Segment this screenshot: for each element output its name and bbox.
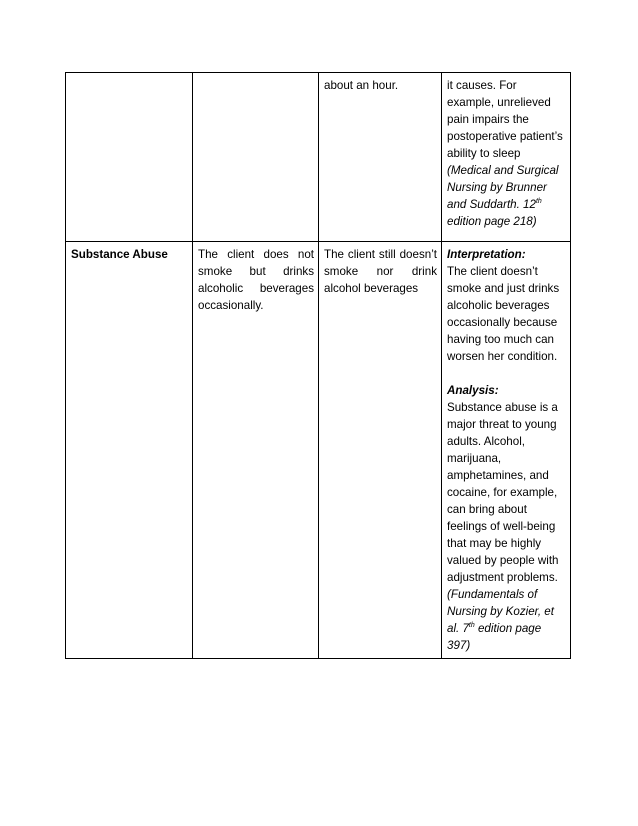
table-cell-category [66,73,193,242]
interpretation-label: Interpretation: [447,248,526,261]
table-row [66,242,571,659]
cell-text: The client does not smoke but drinks alcoholic beverages occasionally. [198,248,314,312]
assessment-table [65,72,571,659]
reference-citation: (Fundamentals of Nursing by Kozier, et al. 7th edition page 397) [447,588,554,652]
category-label: Substance Abuse [71,248,168,261]
table-cell-rationale [442,242,571,659]
table-cell-baseline [193,73,319,242]
interpretation-text: The client doesn’t smoke and just drinks alcoholic beverages occasionally because having too much can worsen her condition. [447,265,560,363]
table-cell-rationale [442,73,571,242]
cell-text: The client still doesn’t smoke nor drink alcohol beverages [324,248,437,295]
cell-text: about an hour. [324,79,399,92]
table-cell-current [319,73,442,242]
table-cell-current [319,242,442,659]
reference-citation: (Medical and Surgical Nursing by Brunner and Suddarth. 12th edition page 218) [447,164,559,228]
cell-text: it causes. For example, unrelieved pain impairs the postoperative patient’s ability to sleep [447,79,563,160]
analysis-label: Analysis: [447,384,499,397]
table-cell-category [66,242,193,659]
analysis-text: Substance abuse is a major threat to young adults. Alcohol, marijuana, amphetamines, and cocaine, for example, can bring about feelings of well-being that may be highly valued by people with adjustment problems. [447,401,559,584]
spacer [447,365,566,382]
table-cell-baseline [193,242,319,659]
table-row [66,73,571,242]
